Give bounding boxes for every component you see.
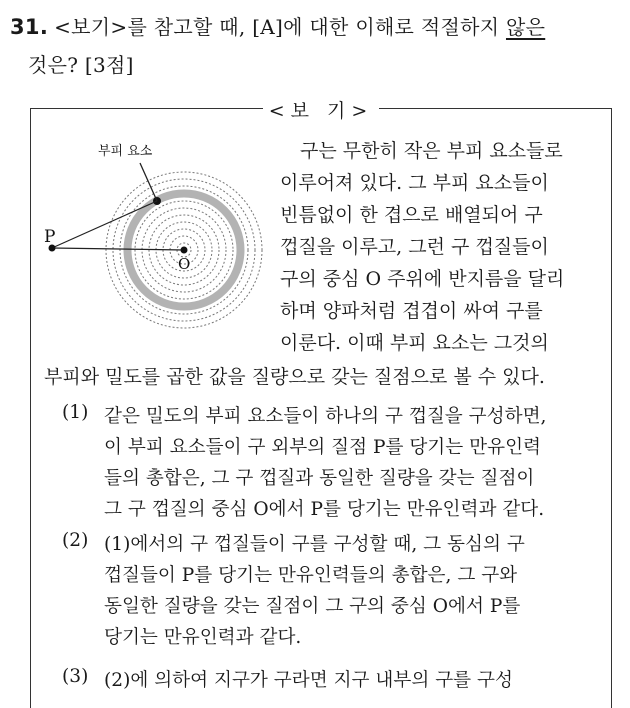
item-3-marker: (3)	[62, 666, 89, 687]
item-3-line: (2)에 의하여 지구가 구라면 지구 내부의 구를 구성	[104, 670, 513, 691]
paragraph-line: 구는 무한히 작은 부피 요소들로	[300, 140, 563, 162]
center-O-dot	[181, 247, 188, 254]
center-O-label: O	[178, 255, 191, 273]
item-1-line: 그 구 껍질의 중심 O에서 P를 당기는 만유인력과 같다.	[104, 499, 545, 520]
item-2-line: 당기는 만유인력과 같다.	[104, 627, 302, 648]
question-underlined-word: 않은	[505, 15, 546, 39]
item-2-line: (1)에서의 구 껍질들이 구를 구성할 때, 그 동심의 구	[104, 534, 525, 555]
question-text: <보기>를 참고할 때, [A]에 대한 이해로 적절하지	[54, 15, 506, 39]
item-2-line: 동일한 질량을 갖는 질점이 그 구의 중심 O에서 P를	[104, 596, 521, 617]
item-1-line: 들의 총합은, 그 구 껍질과 동일한 질량을 갖는 질점이	[104, 468, 535, 489]
question-number: 31.	[10, 15, 49, 39]
paragraph-line: 하며 양파처럼 겹겹이 싸여 구를	[280, 300, 543, 322]
item-2-line: 껍질들이 P를 당기는 만유인력들의 총합은, 그 구와	[104, 565, 518, 586]
paragraph-line: 이루어져 있다. 그 부피 요소들이	[280, 172, 549, 194]
item-1-line: 같은 밀도의 부피 요소들이 하나의 구 껍질을 구성하면,	[104, 406, 547, 427]
item-2-marker: (2)	[62, 530, 89, 551]
volume-element-label: 부피 요소	[98, 144, 153, 159]
paragraph-line: 부피와 밀도를 곱한 값을 질량으로 갖는 질점으로 볼 수 있다.	[44, 366, 545, 388]
question-line-1	[10, 8, 620, 46]
line-P-to-O	[52, 248, 184, 250]
line-P-to-element	[52, 201, 157, 248]
question-line-2: 것은? [3점]	[28, 53, 134, 77]
item-1-line: 이 부피 요소들이 구 외부의 질점 P를 당기는 만유인력	[104, 437, 541, 458]
item-1-marker: (1)	[62, 402, 89, 423]
point-P-label: P	[44, 227, 56, 247]
question-header	[10, 8, 620, 84]
paragraph-line: 이룬다. 이때 부피 요소는 그것의	[280, 332, 549, 354]
paragraph-line: 구의 중심 O 주위에 반지름을 달리	[280, 268, 565, 290]
volume-element-pointer	[140, 163, 157, 201]
paragraph-line: 빈틈없이 한 겹으로 배열되어 구	[280, 204, 543, 226]
bogi-title: <보 기>	[263, 100, 380, 122]
sphere-figure	[44, 138, 276, 338]
paragraph-line: 껍질을 이루고, 그런 구 껍질들이	[280, 236, 549, 258]
